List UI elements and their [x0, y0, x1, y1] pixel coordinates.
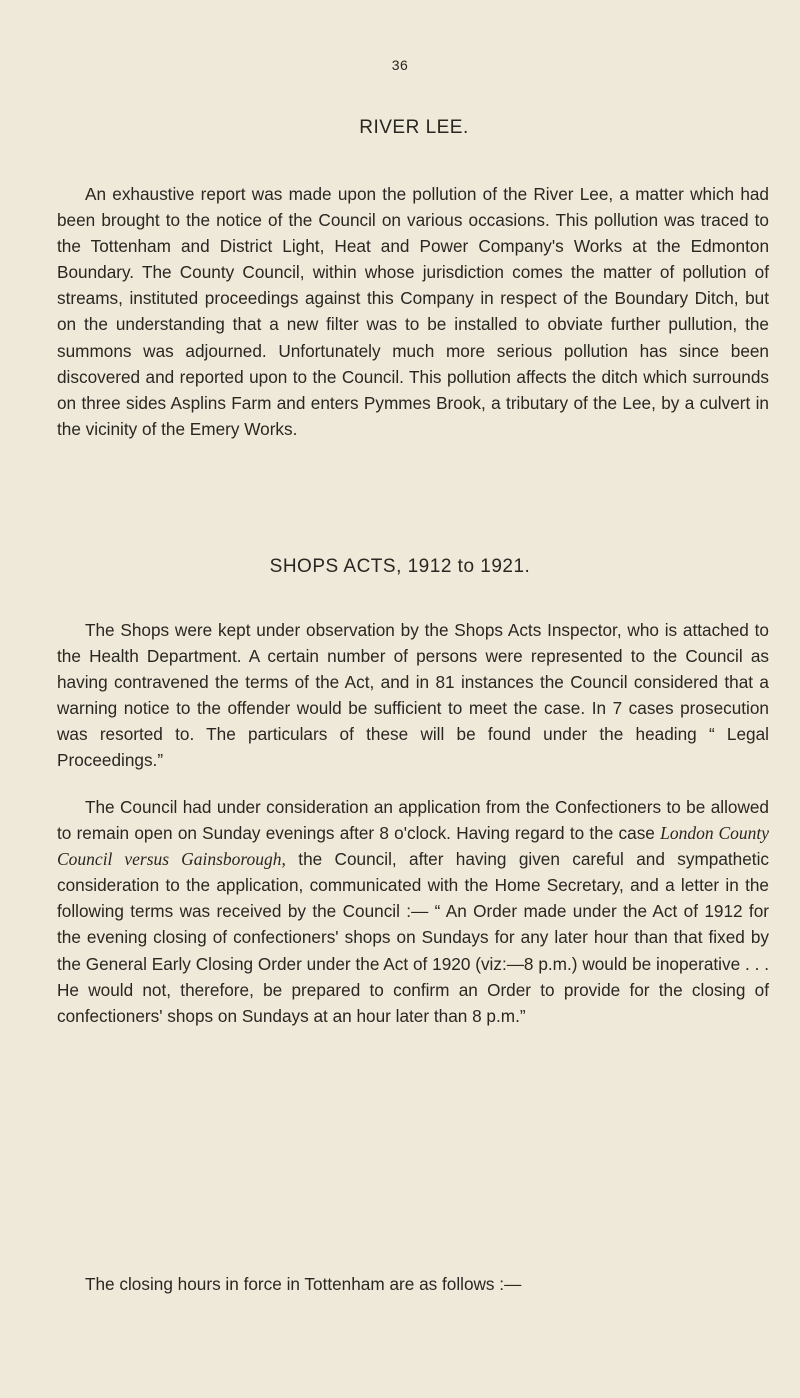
confectioners-text-after-case: the Council, after having given careful and sympathetic consideration to the application, communicated with the Home Secretary, and a letter in the following terms was received by the Council :— “ An Order made under the Act of 1912 for the evening closing of confectioners' shops on Sundays for any later hour than that fixed by the General Early Closing Order under the Act of 1920 (viz:—8 p.m.) would be inoperative . . . He would not, therefore, be prepared to confirm an Order to provide for the closing of confectioners' shops on Sundays at an hour later than 8 p.m.” [57, 849, 769, 1026]
section-heading-shops-acts: SHOPS ACTS, 1912 to 1921. [269, 556, 531, 577]
shops-acts-paragraph-confectioners [57, 794, 769, 1029]
page-number: 36 [391, 57, 409, 73]
river-lee-paragraph: An exhaustive report was made upon the pollution of the River Lee, a matter which had been brought to the notice of the Council on various occasions. This pollution was traced to the Tottenham and District Light, Heat and Power Company's Works at the Edmonton Boundary. The County Council, within whose jurisdiction comes the matter of pollution of streams, instituted proceedings against this Company in respect of the Boundary Ditch, but on the understanding that a new filter was to be installed to obviate further pullution, the summons was adjourned. Unfortunately much more serious pollution has since been discovered and reported upon to the Council. This pollution affects the ditch which surrounds on three sides Asplins Farm and enters Pymmes Brook, a tributary of the Lee, by a culvert in the vicinity of the Emery Works. [57, 184, 769, 439]
closing-hours-intro: The closing hours in force in Tottenham are as follows :— [85, 1274, 522, 1294]
case-name: London County Council versus Gainsborough, [57, 823, 769, 870]
section-heading-river-lee: RIVER LEE. [359, 117, 469, 138]
confectioners-text-before-case: The Council had under consideration an application from the Confectioners to be allowed to remain open on Sunday evenings after 8 o'clock. Having regard to the case [57, 797, 769, 844]
shops-acts-paragraph-inspection: The Shops were kept under observation by the Shops Acts Inspector, who is attached to the Health Department. A certain number of persons were represented to the Council as having contravened the terms of the Act, and in 81 instances the Council considered that a warning notice to the offender would be sufficient to meet the case. In 7 cases prosecution was resorted to. The particulars of these will be found under the heading “ Legal Proceedings.” [57, 620, 769, 771]
